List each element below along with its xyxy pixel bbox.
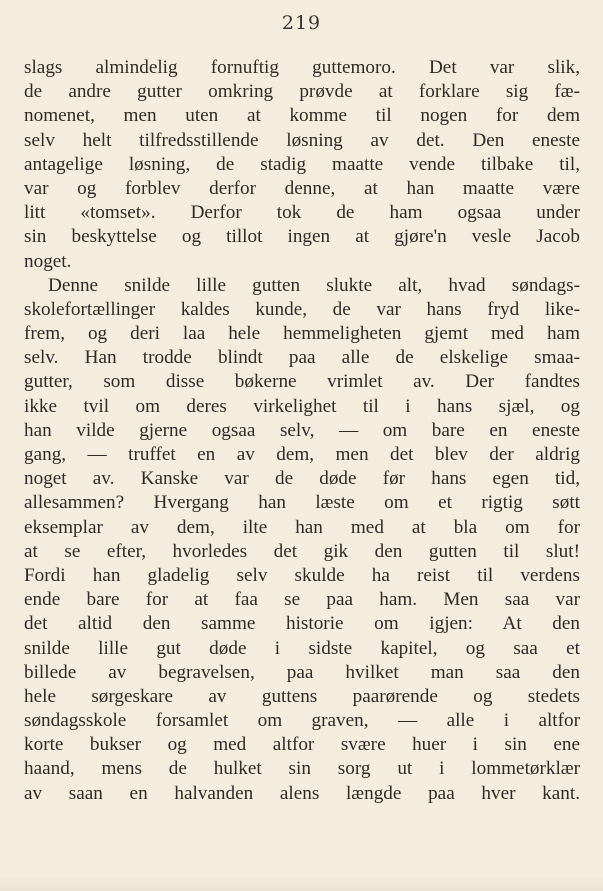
page-number: 219 <box>281 12 322 34</box>
text-line: de andre gutter omkring prøvde at forklare sig fæ- <box>24 81 580 103</box>
text-line: selv. Han trodde blindt paa alle de elskelige smaa- <box>24 347 580 369</box>
text-line: selv helt tilfredsstillende løsning av det. Den eneste <box>24 129 580 151</box>
text-line: slags almindelig fornuftig guttemoro. Det var slik, <box>24 57 580 78</box>
text-line: billede av begravelsen, paa hvilket man saa den <box>24 661 580 683</box>
text-line: snilde lille gut døde i sidste kapitel, og saa et <box>24 637 580 659</box>
text-line: litt «tomset». Derfor tok de ham ogsaa under <box>24 202 580 224</box>
text-line: noget. <box>24 250 72 272</box>
text-line: haand, mens de hulket sin sorg ut i lommetørklær <box>24 758 580 780</box>
text-line: skolefortællinger kaldes kunde, de var hans fryd like- <box>24 298 580 320</box>
text-line: ikke tvil om deres virkelighet til i hans sjæl, og <box>24 395 580 417</box>
page-edge-shadow <box>0 877 603 891</box>
text-line: han vilde gjerne ogsaa selv, — om bare en eneste <box>24 419 580 441</box>
text-line: korte bukser og med altfor svære huer i sin ene <box>24 734 580 756</box>
text-line: ende bare for at faa se paa ham. Men saa var <box>24 589 580 611</box>
text-line: antagelige løsning, de stadig maatte vende tilbake til, <box>24 153 580 175</box>
text-line: noget av. Kanske var de døde før hans egen tid, <box>24 468 580 490</box>
text-line: allesammen? Hvergang han læste om et rigtig søtt <box>24 492 580 514</box>
text-line: var og forblev derfor denne, at han maatte være <box>24 177 580 199</box>
body-text <box>24 56 580 806</box>
text-line: det altid den samme historie om igjen: At den <box>24 613 580 635</box>
text-line: Denne snilde lille gutten slukte alt, hvad søndags- <box>48 274 580 296</box>
text-line: eksemplar av dem, ilte han med at bla om for <box>24 516 580 538</box>
text-line: frem, og deri laa hele hemmeligheten gjemt med ham <box>24 323 580 345</box>
text-line: sin beskyttelse og tillot ingen at gjøre'n vesle Jacob <box>24 226 580 248</box>
text-line: nomenet, men uten at komme til nogen for dem <box>24 105 580 127</box>
text-line: søndagsskole forsamlet om graven, — alle i altfor <box>24 710 580 732</box>
text-line: gang, — truffet en av dem, men det blev der aldrig <box>24 444 580 465</box>
text-line: gutter, som disse bøkerne vrimlet av. Der fandtes <box>24 371 580 393</box>
text-line: av saan en halvanden alens længde paa hver kant. <box>24 782 580 804</box>
text-line: Fordi han gladelig selv skulde ha reist til verdens <box>24 564 580 586</box>
text-line: at se efter, hvorledes det gik den gutten til slut! <box>24 540 580 562</box>
text-line: hele sørgeskare av guttens paarørende og stedets <box>24 685 580 707</box>
